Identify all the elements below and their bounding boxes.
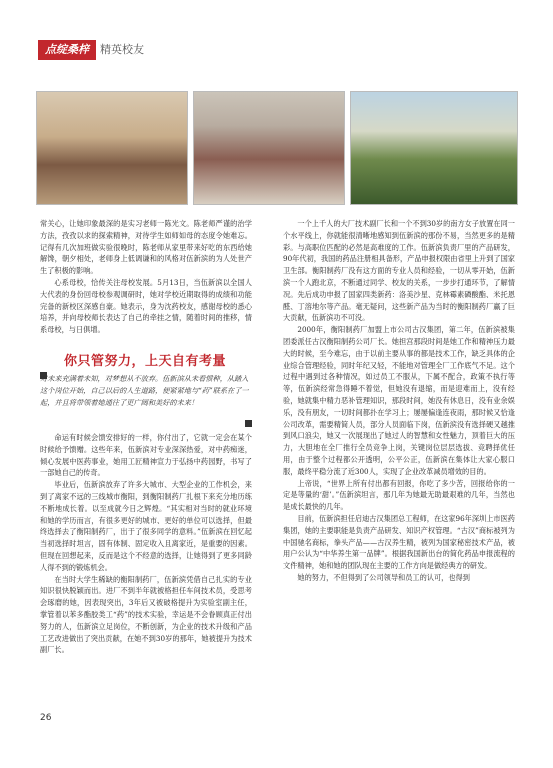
- paragraph: 毕业后，伍新滨放弃了许多大城市、大型企业的工作机会，来到了离家不远的三线城市衡阳，到衡阳制药厂扎根下来充分地历练不断地成长着。以至成就今日之辉煌。“其实相对当时的就业环境和她的学历而言，有很多更好的城市、更好的单位可以选择，但最终选择去了衡阳制药厂，出于了很多同学的意料。”伍新滨在回忆起当初选择时坦言，固有体制、固定收入且离家近，是重要的因素。但现在回想起来，反而是这个不经意的选择，让她得到了更多同龄人得不到的锻炼机会。: [40, 480, 252, 572]
- paragraph: 命运有时候会馈安排好的一样，你付出了，它就一定会在某个时候给予馈赠。这些年来，伍新滨对专业深深热爱，对中药痴迷，倾心发展中医药事业，她用工匠精神宣力于弘扬中药园野，书写了一部她自己的传奇。: [40, 433, 252, 478]
- paragraph: 上帝说，“世界上所有付出都有回报，你吃了多少苦，回报给你的一定是等量的‘甜’。”伍新滨坦言，那几年为她最无助最艰难的几年，当然也是成长最快的几年。: [283, 478, 515, 512]
- paragraph: 一个上千人的大厂技术副厂长和一个不到30岁的南方女子放置在同一个水平线上，你就能很清晰地感知到伍新滨的那份不易，当然更多的是精彩。与高职位匹配的必然是高难度的工作。伍新滨负责厂里的产品研发，90年代初，我国的药品注册相具备形，产品申报权限由省里上升到了国家卫生部。衡阳制药厂没有这方面的专业人员和经验，一切从零开始，伍新滨一个人跑北京，不断通过同学、校友的关系，一步步打通环节，了解情况。先后成功申报了国家四类新药：洛美沙星、克林霉素磷酸酯、米托恩醛、丁溶地尔等产品。毫无疑问，这些新产品为当时的衡阳制药厂赢了巨大贡献，伍新滨功不可没。: [283, 219, 515, 323]
- paragraph: 目前，伍新滨担任启迪古汉集团总工程师，在这家96年深圳上市医药集团，她的主要职能是负责产品研发、知识产权管理。“古汉”商标被列为中国驰名商标，拳头产品——古汉养生精，被列为国家秘密技术产品，被用户公认为“中华养生第一品牌”。根据我国新出台的简化药品申报流程的文件精神，她和她的团队现在主要的工作方向是做经典方的研发。: [283, 513, 515, 571]
- group-photo-1: [36, 91, 188, 205]
- landscape-photo: [350, 91, 518, 205]
- paragraph: 在当时大学生稀缺的衡阳制药厂，伍新滨凭借自己扎实的专业知识很快脱颖而出。进厂不到半年就被格担任车间技术员，受思考会琢磨的她，因表现突出，3年后又被破格提升为实验室副主任，掌管着以苯多酯胶类工“药”的技术实验，幸运是不会眷顾真正付出努力的人，伍新滨立足岗位，不断创新，为企业的技术升级和产品工艺改进做出了突出贡献，在她不到30岁的那年，她被提升为技术副厂长。: [40, 574, 252, 655]
- paragraph: 心系母校，恰传关注母校发展。5月13日，当伍新滨以全国人大代表的身份回母校参观调研时，她对学校近期取得的成绩和功能完备的新校区深感自豪。她表示，身为沈药校友，感谢母校的悉心培养，并向母校师长表达了自己的牵挂之情，随着时间的推移，情系母校，与日俱增。: [40, 277, 252, 335]
- left-column-top: [40, 218, 252, 336]
- left-column-bottom: [40, 432, 252, 656]
- magazine-logo: 点绽桑梓: [38, 40, 96, 60]
- right-column: [283, 218, 515, 584]
- paragraph: 2000年，衡阳制药厂加盟上市公司古汉集团，第二年，伍新滨被集团委派任古汉衡阳制药公司厂长。她担宫那段时间是她工作和精神压力最大的时候，至今难忘，由于以前主要从事的都是技术工作，缺乏具体的企业综合管理经验，同时年纪又轻，不能地对管理全厂工作底气不足。这个过程中遇到过各种情况，如过员工不服从，下属不配合，政策不执行等等，伍新滨经常急得睡不着觉，但她没有退缩，而是迎难而上，没有经验，她就集中精力恶补管理知识，那段时间，她没有休息日，没有业余娱乐，没有朋友，一切时间都扑在学习上；屡屡偏逢连夜雨，那时候又恰逢公司改革，需要精简人员，部分人员面临下岗，伍新滨没有选择硬又越推到风口浪尖，她又一次展现出了她过人的智慧和女性魅力，顶着巨大的压力，大胆地在全厂推行全员竞争上岗，关键岗位层层选拔、竞聘择优任用，由于整个过程都公开透明，公平公正，伍新滨在集体让大家心服口服，最终平稳分流了近300人，实现了企业改革减员增效的目的。: [283, 325, 515, 476]
- page-number: 26: [40, 713, 52, 723]
- paragraph: 常关心，让她印象最深的是实习老师一陈光文。陈老师严谨的治学方法，孜孜以求的探索精神，对待学生如师如母的态度令她难忘。记得有几次加班做实验很晚时，陈老师从家里带来好吃的东西给她解馋，朝夕相处，老师身上低调谦和的风格对伍新滨的为人处世产生了积极的影响。: [40, 219, 252, 276]
- group-photo-2: [193, 91, 345, 205]
- pull-quote: 对未来充满着未知，对梦想从不放弃。伍新滨从未看惯种，从踏入这个岗位开始，自己以后的人生道路，便紧紧地与“药”联系在了一起，并且将带领着她通往了更广阔和美好的未来！: [40, 374, 249, 407]
- section-title: 精英校友: [100, 43, 144, 56]
- paragraph: 她的努力，不但得到了公司领导和员工的认可，也得到: [297, 572, 470, 582]
- quote-mark-icon: [245, 420, 252, 427]
- article-headline: 你只管努力，上天自有考量: [64, 354, 227, 369]
